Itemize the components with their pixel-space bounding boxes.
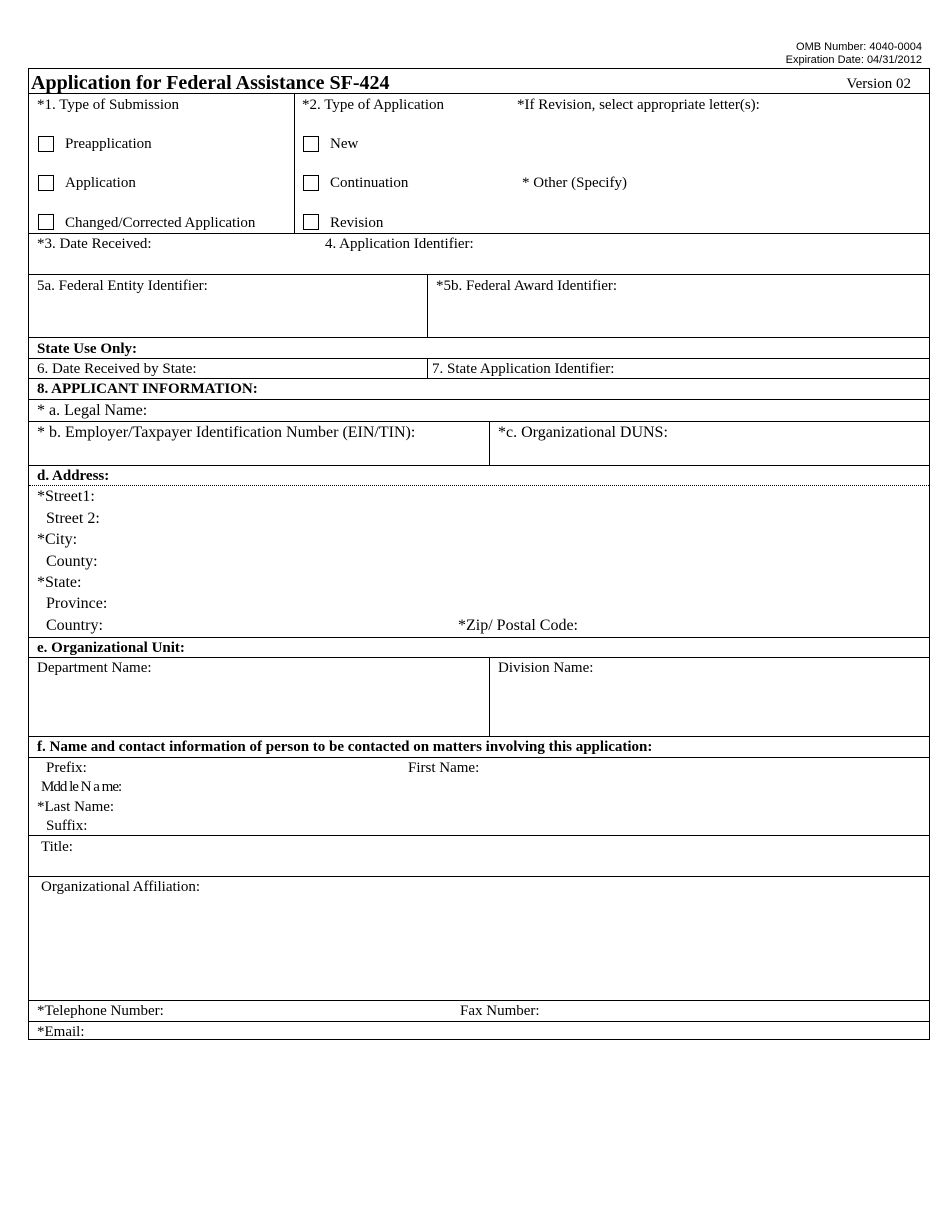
preapplication-label: Preapplication <box>65 136 152 152</box>
middle-name-field[interactable]: Mdd le N a me: <box>41 779 122 795</box>
other-specify-label: * Other (Specify) <box>522 175 627 191</box>
telephone-field[interactable]: *Telephone Number: <box>37 1003 164 1019</box>
department-name-field[interactable]: Department Name: <box>37 660 152 676</box>
form-title: Application for Federal Assistance SF-424 <box>31 72 390 94</box>
application-label: Application <box>65 175 136 191</box>
city-field[interactable]: *City: <box>37 531 78 548</box>
divider <box>29 274 929 275</box>
federal-award-identifier-field[interactable]: *5b. Federal Award Identifier: <box>436 278 618 294</box>
type-of-submission-label: *1. Type of Submission <box>37 97 180 113</box>
divider <box>29 1000 929 1001</box>
divider <box>29 337 929 338</box>
ein-field[interactable]: * b. Employer/Taxpayer Identification Number (EIN/TIN): <box>37 424 416 441</box>
application-checkbox[interactable] <box>38 175 54 191</box>
address-header: d. Address: <box>37 468 110 484</box>
division-name-field[interactable]: Division Name: <box>498 660 594 676</box>
preapplication-checkbox[interactable] <box>38 136 54 152</box>
contact-header: f. Name and contact information of person to be contacted on matters involving this application: <box>37 739 653 755</box>
state-field[interactable]: *State: <box>37 574 82 591</box>
province-field[interactable]: Province: <box>46 595 108 612</box>
legal-name-field[interactable]: * a. Legal Name: <box>37 402 148 419</box>
state-use-header: State Use Only: <box>37 341 137 357</box>
omb-info <box>786 41 922 67</box>
prefix-field[interactable]: Prefix: <box>46 760 87 776</box>
divider <box>29 835 929 836</box>
last-name-field[interactable]: *Last Name: <box>37 799 115 815</box>
changed-corrected-label: Changed/Corrected Application <box>65 215 256 231</box>
revision-checkbox[interactable] <box>303 214 319 230</box>
org-unit-header: e. Organizational Unit: <box>37 640 185 656</box>
divider <box>29 657 929 658</box>
divider <box>427 358 428 378</box>
divider <box>29 736 929 737</box>
divider <box>489 657 490 736</box>
organizational-affiliation-field[interactable]: Organizational Affiliation: <box>41 879 200 895</box>
country-field[interactable]: Country: <box>46 617 103 634</box>
email-field[interactable]: *Email: <box>37 1024 85 1040</box>
divider <box>29 637 929 638</box>
divider <box>29 421 929 422</box>
county-field[interactable]: County: <box>46 553 98 570</box>
divider <box>29 399 929 400</box>
continuation-label: Continuation <box>330 175 409 191</box>
divider <box>29 876 929 877</box>
revision-letter-label: *If Revision, select appropriate letter(s): <box>517 97 760 113</box>
divider <box>29 233 929 234</box>
divider <box>29 93 929 94</box>
divider <box>29 1021 929 1022</box>
divider <box>29 465 929 466</box>
street2-field[interactable]: Street 2: <box>46 510 100 527</box>
changed-corrected-checkbox[interactable] <box>38 214 54 230</box>
divider <box>427 274 428 337</box>
expiration-date: Expiration Date: 04/31/2012 <box>785 54 922 66</box>
divider <box>29 485 929 486</box>
fax-field[interactable]: Fax Number: <box>460 1003 540 1019</box>
new-checkbox[interactable] <box>303 136 319 152</box>
omb-number: OMB Number: 4040-0004 <box>796 41 922 53</box>
type-of-application-label: *2. Type of Application <box>302 97 444 113</box>
date-received-by-state-field[interactable]: 6. Date Received by State: <box>37 361 197 377</box>
zip-field[interactable]: *Zip/ Postal Code: <box>458 617 578 634</box>
divider <box>294 93 295 233</box>
state-application-identifier-field[interactable]: 7. State Application Identifier: <box>432 361 615 377</box>
divider <box>29 378 929 379</box>
street1-field[interactable]: *Street1: <box>37 488 95 505</box>
continuation-checkbox[interactable] <box>303 175 319 191</box>
applicant-info-header: 8. APPLICANT INFORMATION: <box>37 381 258 397</box>
new-label: New <box>330 136 359 152</box>
suffix-field[interactable]: Suffix: <box>46 818 88 834</box>
divider <box>489 421 490 465</box>
federal-entity-identifier-field[interactable]: 5a. Federal Entity Identifier: <box>37 278 208 294</box>
form-version: Version 02 <box>846 76 911 92</box>
revision-label: Revision <box>330 215 384 231</box>
date-received-field[interactable]: *3. Date Received: <box>37 236 152 252</box>
divider <box>29 358 929 359</box>
duns-field[interactable]: *c. Organizational DUNS: <box>498 424 668 441</box>
application-identifier-field[interactable]: 4. Application Identifier: <box>325 236 474 252</box>
sf424-form <box>28 68 930 1040</box>
divider <box>29 757 929 758</box>
contact-title-field[interactable]: Title: <box>41 839 73 855</box>
first-name-field[interactable]: First Name: <box>408 760 480 776</box>
